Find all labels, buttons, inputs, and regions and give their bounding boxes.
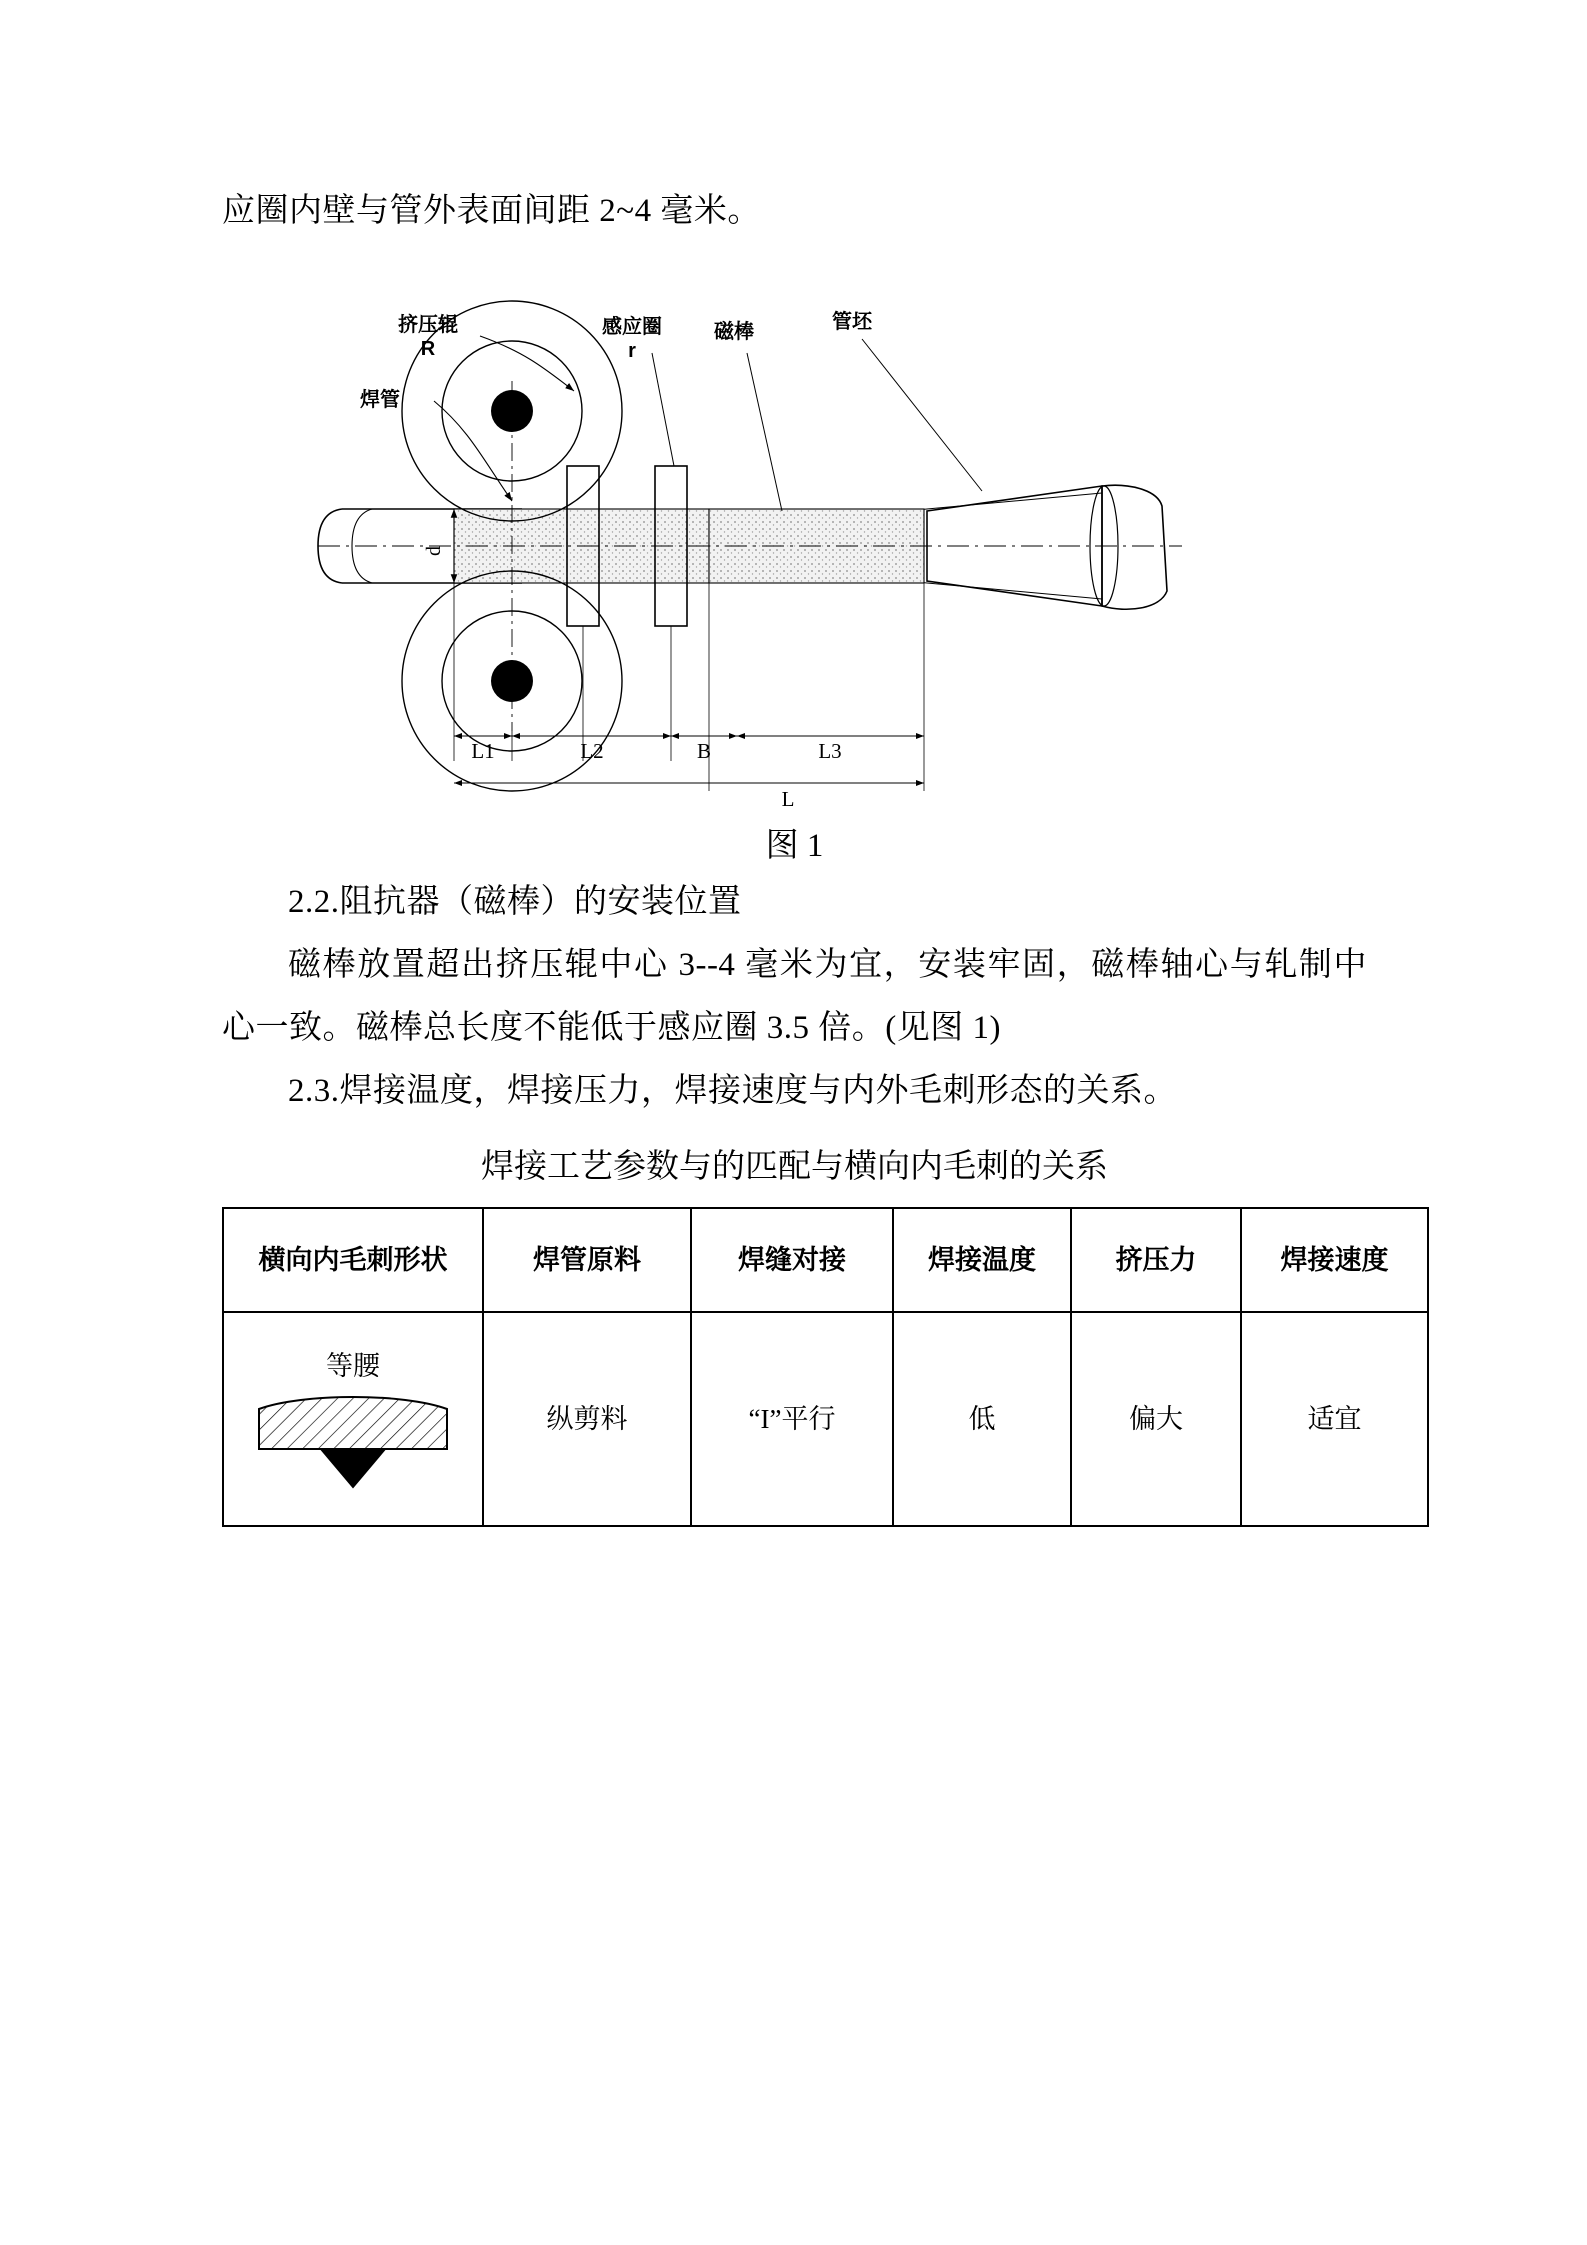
table-header-shape: 横向内毛刺形状 — [223, 1208, 483, 1312]
table-title: 焊接工艺参数与的匹配与横向内毛刺的关系 — [481, 1149, 1108, 1185]
figure-label-induction-coil-sub: r — [628, 340, 636, 362]
table-body — [223, 1312, 1428, 1526]
burr-shape-label: 等腰 — [326, 1351, 380, 1381]
figure-dim-L2-label: L2 — [580, 739, 604, 763]
document-content — [222, 180, 1389, 1527]
table-cell-material: 纵剪料 — [483, 1312, 691, 1526]
table-row — [223, 1312, 1428, 1526]
table-header-row — [223, 1208, 1428, 1312]
top-paragraph: 应圈内壁与管外表面间距 2~4 毫米。 — [222, 193, 761, 229]
table-header-speed: 焊接速度 — [1241, 1208, 1428, 1312]
figure-label-tube-blank: 管坯 — [832, 311, 872, 333]
table-header-pressure: 挤压力 — [1071, 1208, 1241, 1312]
figure-label-induction-coil-text: 感应圈 — [602, 316, 662, 338]
figure-label-squeeze-roll-sub: R — [420, 338, 436, 360]
figure-label-squeeze-roll — [398, 313, 458, 361]
table-header-temperature: 焊接温度 — [893, 1208, 1071, 1312]
section-2-2-heading: 2.2.阻抗器（磁棒）的安装位置 — [288, 884, 742, 920]
isosceles-burr-shape-icon — [253, 1389, 453, 1489]
burr-shape-graphic — [228, 1349, 478, 1489]
figure-1 — [222, 261, 1367, 821]
table-cell-seam: “I”平行 — [691, 1312, 893, 1526]
table-cell-temperature: 低 — [893, 1312, 1071, 1526]
figure-dim-B-label: B — [696, 739, 712, 763]
table-cell-speed: 适宜 — [1241, 1312, 1428, 1526]
figure-dim-L1-label: L1 — [471, 739, 495, 763]
figure-dim-L3-label: L3 — [818, 739, 842, 763]
table-header-material: 焊管原料 — [483, 1208, 691, 1312]
table-header — [223, 1208, 1428, 1312]
figure-1-drawing — [222, 261, 1367, 821]
table-cell-shape — [223, 1312, 483, 1526]
figure-dim-d-label: d — [423, 546, 445, 556]
figure-label-squeeze-roll-text: 挤压辊 — [398, 314, 458, 336]
section-2-2-body: 磁棒放置超出挤压辊中心 3--4 毫米为宜，安装牢固，磁棒轴心与轧制中心一致。磁棒总长度不能低于感应圈 3.5 倍。(见图 1) — [222, 947, 1367, 1046]
section-2-3-heading: 2.3.焊接温度，焊接压力，焊接速度与内外毛刺形态的关系。 — [288, 1073, 1177, 1109]
table-cell-pressure: 偏大 — [1071, 1312, 1241, 1526]
figure-label-welded-pipe: 焊管 — [360, 389, 400, 411]
figure-label-induction-coil — [602, 315, 662, 363]
table-header-seam: 焊缝对接 — [691, 1208, 893, 1312]
figure-dim-L-label: L — [781, 787, 795, 811]
figure-caption: 图 1 — [765, 828, 824, 864]
welding-parameters-table — [222, 1207, 1429, 1527]
figure-label-magnetic-rod: 磁棒 — [714, 321, 754, 343]
